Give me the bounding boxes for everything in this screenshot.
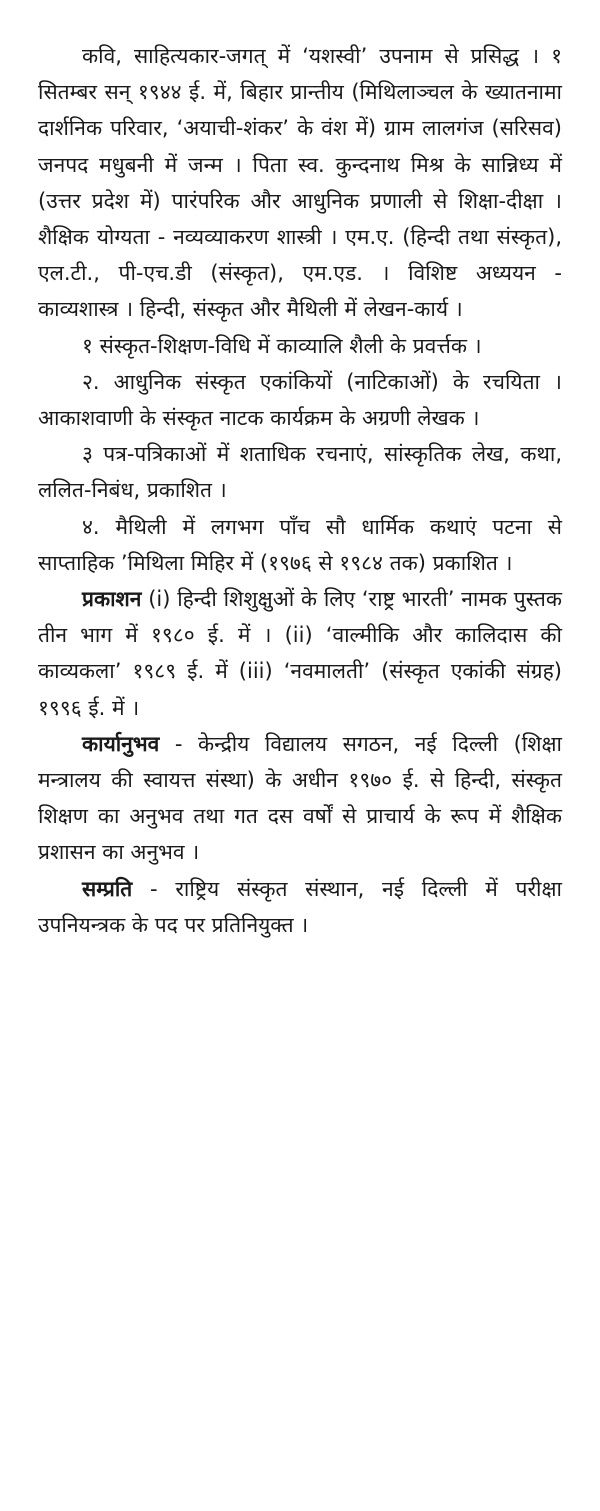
point-3-paragraph: ३ पत्र-पत्रिकाओं में शताधिक रचनाएं, सांस्कृतिक लेख, कथा, ललित-निबंध, प्रकाशित । bbox=[38, 442, 562, 503]
experience-text: - केन्द्रीय विद्यालय सगठन, नई दिल्ली (शिक्षा मन्त्रालय की स्वायत्त संस्था) के अधीन १९७० ई. से हिन्दी, संस्कृत शिक्षण का अनुभव तथा गत दस वर्षों से प्राचार्य के रूप में शैक्षिक प्रशासन का अनुभव । bbox=[38, 731, 562, 865]
current-paragraph bbox=[38, 871, 562, 943]
experience-paragraph bbox=[38, 726, 562, 871]
publications-text: (i) हिन्दी शिशुक्षुओं के लिए ‘राष्ट्र भारती’ नामक पुस्तक तीन भाग में १९८० ई. में । (ii) ‘वाल्मीकि और कालिदास की काव्यकला’ १९८९ ई. में (iii) ‘नवमालती’ (संस्कृत एकांकी संग्रह) १९९६ ई. में । bbox=[38, 587, 562, 720]
current-text: - राष्ट्रिय संस्कृत संस्थान, नई दिल्ली में परीक्षा उपनियन्त्रक के पद पर प्रतिनियुक्त । bbox=[38, 876, 562, 937]
current-heading: सम्प्रति bbox=[82, 876, 133, 901]
experience-heading: कार्यानुभव bbox=[82, 731, 160, 756]
point-2-paragraph: २. आधुनिक संस्कृत एकांकियों (नाटिकाओं) के रचयिता । आकाशवाणी के संस्कृत नाटक कार्यक्रम के अग्रणी लेखक । bbox=[38, 369, 562, 431]
intro-paragraph: कवि, साहित्यकार-जगत् में ‘यशस्वी’ उपनाम से प्रसिद्ध । १ सितम्बर सन् १९४४ ई. में, बिहार प्रान्तीय (मिथिलाञ्चल के ख्यातनामा दार्शनिक परिवार, ‘अयाची-शंकर’ के वंश में) ग्राम लालगंज (सरिसव) जनपद मधुबनी में जन्म । पिता स्व. कुन्दनाथ मिश्र के सान्निध्य में (उत्तर प्रदेश में) पारंपरिक और आधुनिक प्रणाली से शिक्षा-दीक्षा । शैक्षिक योग्यता - नव्यव्याकरण शास्त्री । एम.ए. (हिन्दी तथा संस्कृत), एल.टी., पी-एच.डी (संस्कृत), एम.एड. । विशिष्ट अध्ययन - काव्यशास्त्र । हिन्दी, संस्कृत और मैथिली में लेखन-कार्य । bbox=[38, 44, 562, 322]
publications-paragraph bbox=[38, 581, 562, 726]
point-4-paragraph: ४. मैथिली में लगभग पाँच सौ धार्मिक कथाएं पटना से साप्ताहिक ’मिथिला मिहिर में (१९७६ से १९८४ तक) प्रकाशित । bbox=[38, 514, 562, 575]
point-1-paragraph: १ संस्कृत-शिक्षण-विधि में काव्यालि शैली के प्रवर्त्तक । bbox=[82, 333, 482, 358]
publications-heading: प्रकाशन bbox=[82, 587, 142, 612]
